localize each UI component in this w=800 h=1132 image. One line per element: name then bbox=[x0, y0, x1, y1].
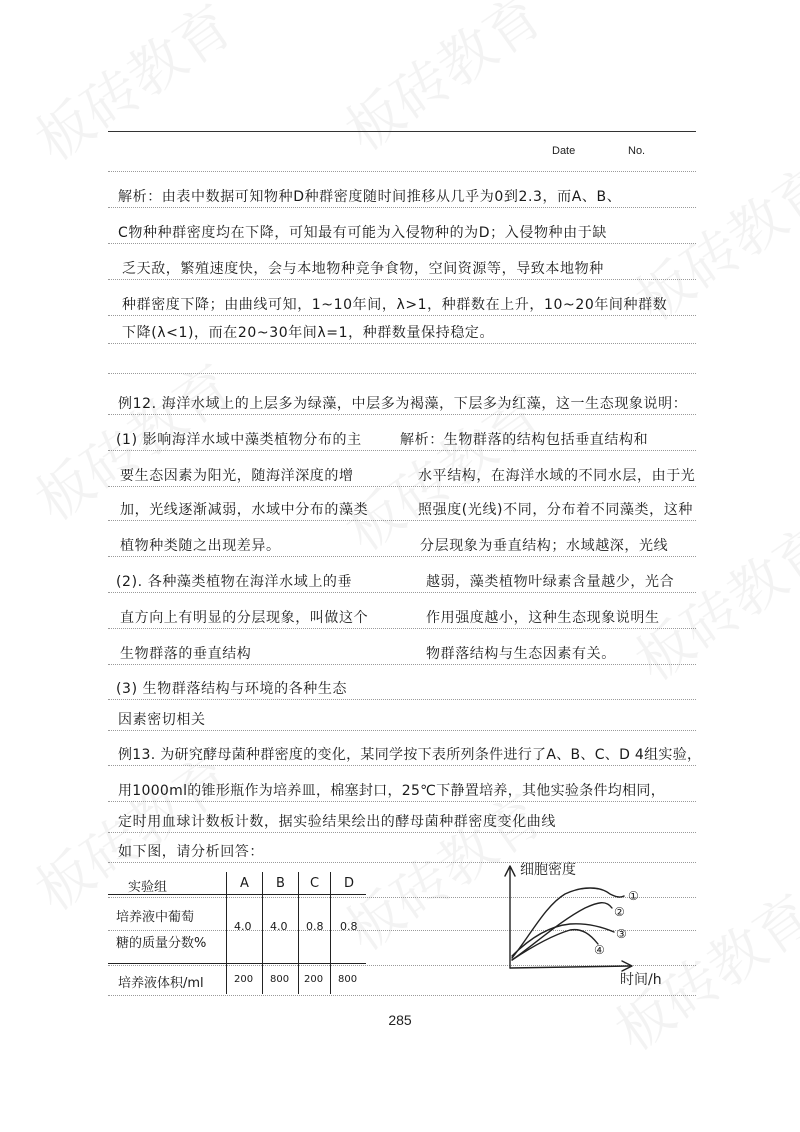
curve-3-label: ③ bbox=[616, 927, 627, 941]
example-13-line: 如下图，请分析回答： bbox=[118, 844, 264, 860]
example-12-analysis-line: 作用强度越小，这种生态现象说明生 bbox=[426, 610, 660, 626]
example-12-answer-line: 植物种类随之出现差异。 bbox=[120, 538, 281, 554]
ruled-line bbox=[108, 628, 696, 629]
example-12-analysis-line: 解析：生物群落的结构包括垂直结构和 bbox=[400, 432, 649, 448]
table-cell: 800 bbox=[270, 974, 290, 985]
header-rule bbox=[108, 131, 696, 132]
example-13-line: 例13. 为研究酵母菌种群密度的变化，某同学按下表所列条件进行了A、B、C、D 4组实验， bbox=[118, 747, 702, 763]
ruled-line bbox=[108, 315, 696, 316]
ruled-line bbox=[108, 556, 696, 557]
analysis-line: C物种种群密度均在下降，可知最有可能为入侵物种的为D；入侵物种由于缺 bbox=[118, 225, 607, 241]
analysis-line: 解析：由表中数据可知物种D种群密度随时间推移从几乎为0到2.3，而A、B、 bbox=[118, 189, 622, 205]
table-cell: 200 bbox=[234, 974, 254, 985]
y-axis-label: 细胞密度 bbox=[520, 862, 576, 878]
table-row-label: 培养液中葡萄 bbox=[116, 910, 195, 925]
ruled-line bbox=[108, 373, 696, 374]
table-cell: 4.0 bbox=[234, 920, 252, 933]
example-12-analysis-line: 水平结构，在海洋水域的不同水层，由于光 bbox=[418, 468, 696, 484]
watermark bbox=[327, 0, 556, 167]
example-12-analysis-line: 越弱，藻类植物叶绿素含量越少，光合 bbox=[426, 574, 675, 590]
example-13-line: 定时用血球计数板计数，据实验结果绘出的酵母菌种群密度变化曲线 bbox=[118, 814, 556, 830]
example-12-analysis-line: 照强度(光线)不同，分布着不同藻类，这种 bbox=[418, 502, 693, 518]
table-divider bbox=[108, 963, 366, 964]
table-cell: 4.0 bbox=[270, 920, 288, 933]
x-axis-label: 时间/h bbox=[620, 972, 662, 988]
table-header-c: C bbox=[310, 876, 320, 891]
ruled-line bbox=[108, 207, 696, 208]
ruled-line bbox=[108, 520, 696, 521]
curve-2-label: ② bbox=[614, 905, 625, 919]
table-cell: 0.8 bbox=[340, 920, 358, 933]
ruled-line bbox=[108, 664, 696, 665]
date-label: Date bbox=[552, 145, 576, 157]
curve-4-label: ④ bbox=[594, 943, 605, 957]
ruled-line bbox=[108, 832, 696, 833]
example-13-line: 用1000ml的锥形瓶作为培养皿，棉塞封口，25℃下静置培养，其他实验条件均相同， bbox=[118, 783, 665, 799]
ruled-line bbox=[108, 801, 696, 802]
analysis-line: 种群密度下降；由曲线可知，1~10年间，λ>1，种群数在上升，10~20年间种群数 bbox=[122, 297, 668, 313]
watermark bbox=[617, 503, 800, 697]
example-12-question: 例12. 海洋水域上的上层多为绿藻，中层多为褐藻，下层多为红藻，这一生态现象说明： bbox=[118, 396, 688, 412]
ruled-line bbox=[108, 343, 696, 344]
table-cell: 0.8 bbox=[306, 920, 324, 933]
x-axis bbox=[510, 966, 630, 968]
table-header-d: D bbox=[344, 876, 355, 891]
example-12-analysis-line: 物群落结构与生态因素有关。 bbox=[426, 646, 616, 662]
table-cell: 800 bbox=[338, 974, 358, 985]
table-divider bbox=[330, 872, 331, 994]
example-12-answer-line: 直方向上有明显的分层现象，叫做这个 bbox=[120, 610, 369, 626]
watermark bbox=[17, 0, 246, 177]
ruled-line bbox=[108, 279, 696, 280]
table-header-b: B bbox=[276, 876, 285, 891]
ruled-line bbox=[108, 171, 696, 172]
page-number: 285 bbox=[388, 1012, 412, 1028]
number-label: No. bbox=[628, 145, 646, 157]
table-divider bbox=[298, 872, 299, 994]
example-12-answer-line: (1) 影响海洋水域中藻类植物分布的主 bbox=[116, 432, 362, 448]
ruled-line bbox=[108, 486, 696, 487]
example-12-answer-line: 要生态因素为阳光，随海洋深度的增 bbox=[120, 468, 354, 484]
example-12-answer-line: 因素密切相关 bbox=[118, 712, 206, 728]
ruled-line bbox=[108, 450, 696, 451]
ruled-line bbox=[108, 730, 696, 731]
table-header-group: 实验组 bbox=[128, 880, 168, 895]
example-12-answer-line: (3) 生物群落结构与环境的各种生态 bbox=[116, 681, 348, 697]
ruled-line bbox=[108, 995, 696, 996]
table-row-label: 培养液体积/ml bbox=[118, 976, 204, 991]
example-12-answer-line: 加，光线逐渐减弱，水域中分布的藻类 bbox=[120, 502, 369, 518]
table-cell: 200 bbox=[304, 974, 324, 985]
analysis-line: 乏天敌，繁殖速度快，会与本地物种竞争食物，空间资源等，导致本地物种 bbox=[122, 261, 604, 277]
analysis-line: 下降(λ<1)，而在20~30年间λ=1，种群数量保持稳定。 bbox=[122, 325, 495, 341]
growth-curve-graph bbox=[490, 856, 690, 988]
curve-1-label: ① bbox=[628, 889, 639, 903]
ruled-line bbox=[108, 699, 696, 700]
example-12-answer-line: 生物群落的垂直结构 bbox=[120, 646, 252, 662]
table-divider bbox=[226, 872, 227, 994]
ruled-line bbox=[108, 765, 696, 766]
table-divider bbox=[262, 872, 263, 994]
example-12-analysis-line: 分层现象为垂直结构；水域越深，光线 bbox=[420, 538, 669, 554]
ruled-line bbox=[108, 243, 696, 244]
table-row-label: 糖的质量分数% bbox=[116, 936, 207, 951]
ruled-line bbox=[108, 414, 696, 415]
example-12-answer-line: (2). 各种藻类植物在海洋水域上的垂 bbox=[116, 574, 353, 590]
ruled-line bbox=[108, 592, 696, 593]
table-header-a: A bbox=[240, 876, 249, 891]
